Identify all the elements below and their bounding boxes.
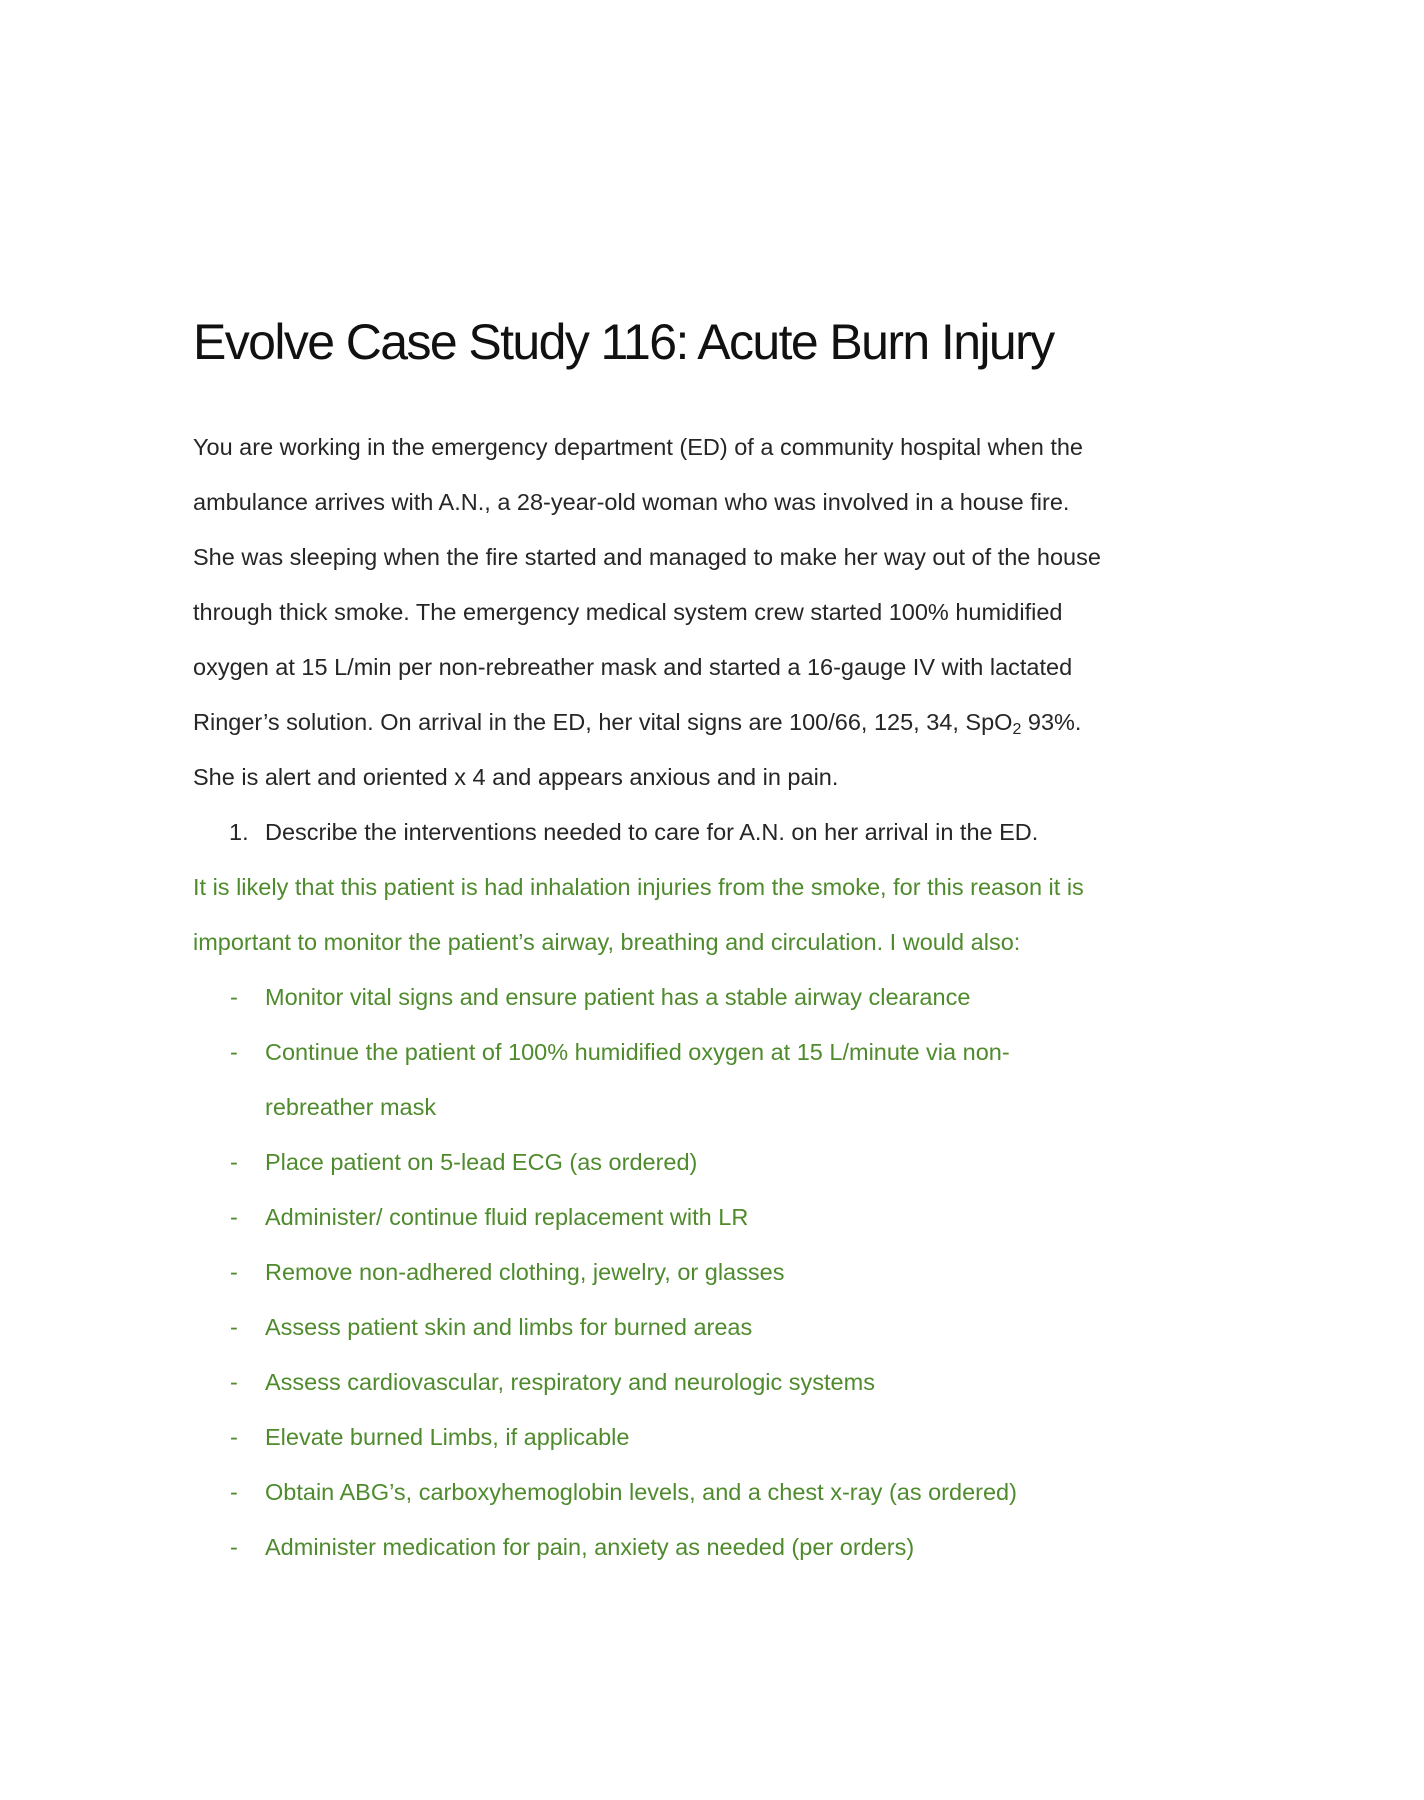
list-item	[193, 1245, 1065, 1300]
intervention-text: Obtain ABG’s, carboxyhemoglobin levels, and a chest x-ray (as ordered)	[265, 1479, 1017, 1505]
bullet-dash: -	[230, 1039, 238, 1065]
bullet-dash: -	[230, 1534, 238, 1560]
list-item	[193, 1465, 1065, 1520]
list-item	[193, 1025, 1065, 1135]
list-item	[193, 1300, 1065, 1355]
bullet-dash: -	[230, 1149, 238, 1175]
list-item	[193, 1135, 1065, 1190]
vitals-text: Ringer’s solution. On arrival in the ED, her vital signs are 100/66, 125, 34, SpO	[193, 709, 1013, 735]
bullet-dash: -	[230, 1424, 238, 1450]
bullet-dash: -	[230, 1369, 238, 1395]
bullet-dash: -	[230, 1314, 238, 1340]
intervention-text: Place patient on 5-lead ECG (as ordered)	[265, 1149, 698, 1175]
list-item	[193, 1190, 1065, 1245]
intervention-text: Assess patient skin and limbs for burned areas	[265, 1314, 753, 1340]
intro-line: through thick smoke. The emergency medical system crew started 100% humidified	[193, 599, 1063, 625]
question-text: Describe the interventions needed to care for A.N. on her arrival in the ED.	[265, 819, 1039, 845]
list-item	[193, 1355, 1065, 1410]
intervention-text: Administer medication for pain, anxiety as needed (per orders)	[265, 1534, 915, 1560]
intervention-text: Assess cardiovascular, respiratory and neurologic systems	[265, 1369, 875, 1395]
answer-line: important to monitor the patient’s airway, breathing and circulation. I would also:	[193, 929, 1021, 955]
vitals-text-end: 93%.	[1021, 709, 1082, 735]
intro-line: You are working in the emergency department (ED) of a community hospital when the	[193, 434, 1083, 460]
bullet-dash: -	[230, 1204, 238, 1230]
list-item	[193, 1520, 1065, 1575]
question-1	[229, 805, 1038, 860]
intro-line: oxygen at 15 L/min per non-rebreather mask and started a 16-gauge IV with lactated	[193, 654, 1073, 680]
list-item	[193, 970, 1065, 1025]
intervention-text: Continue the patient of 100% humidified oxygen at 15 L/minute via non-rebreather mask	[265, 1039, 1010, 1120]
bullet-dash: -	[230, 1479, 238, 1505]
question-number: 1.	[229, 819, 249, 845]
intervention-text: Administer/ continue fluid replacement with LR	[265, 1204, 749, 1230]
list-item	[193, 1410, 1065, 1465]
spo2-subscript: 2	[1012, 720, 1022, 738]
case-intro-paragraph	[193, 420, 1143, 805]
intervention-text: Monitor vital signs and ensure patient has a stable airway clearance	[265, 984, 971, 1010]
intro-line: She was sleeping when the fire started and managed to make her way out of the house	[193, 544, 1101, 570]
bullet-dash: -	[230, 1259, 238, 1285]
answer-line: It is likely that this patient is had inhalation injuries from the smoke, for this reason it is	[193, 874, 1084, 900]
answer-paragraph	[193, 860, 1143, 970]
bullet-dash: -	[230, 984, 238, 1010]
interventions-list	[193, 970, 1143, 1575]
intervention-text: Elevate burned Limbs, if applicable	[265, 1424, 630, 1450]
intro-vitals-line	[193, 695, 1143, 750]
document-title: Evolve Case Study 116: Acute Burn Injury	[193, 314, 1054, 370]
intro-line: ambulance arrives with A.N., a 28-year-old woman who was involved in a house fire.	[193, 489, 1070, 515]
intervention-text: Remove non-adhered clothing, jewelry, or glasses	[265, 1259, 785, 1285]
intro-line: She is alert and oriented x 4 and appears anxious and in pain.	[193, 764, 839, 790]
